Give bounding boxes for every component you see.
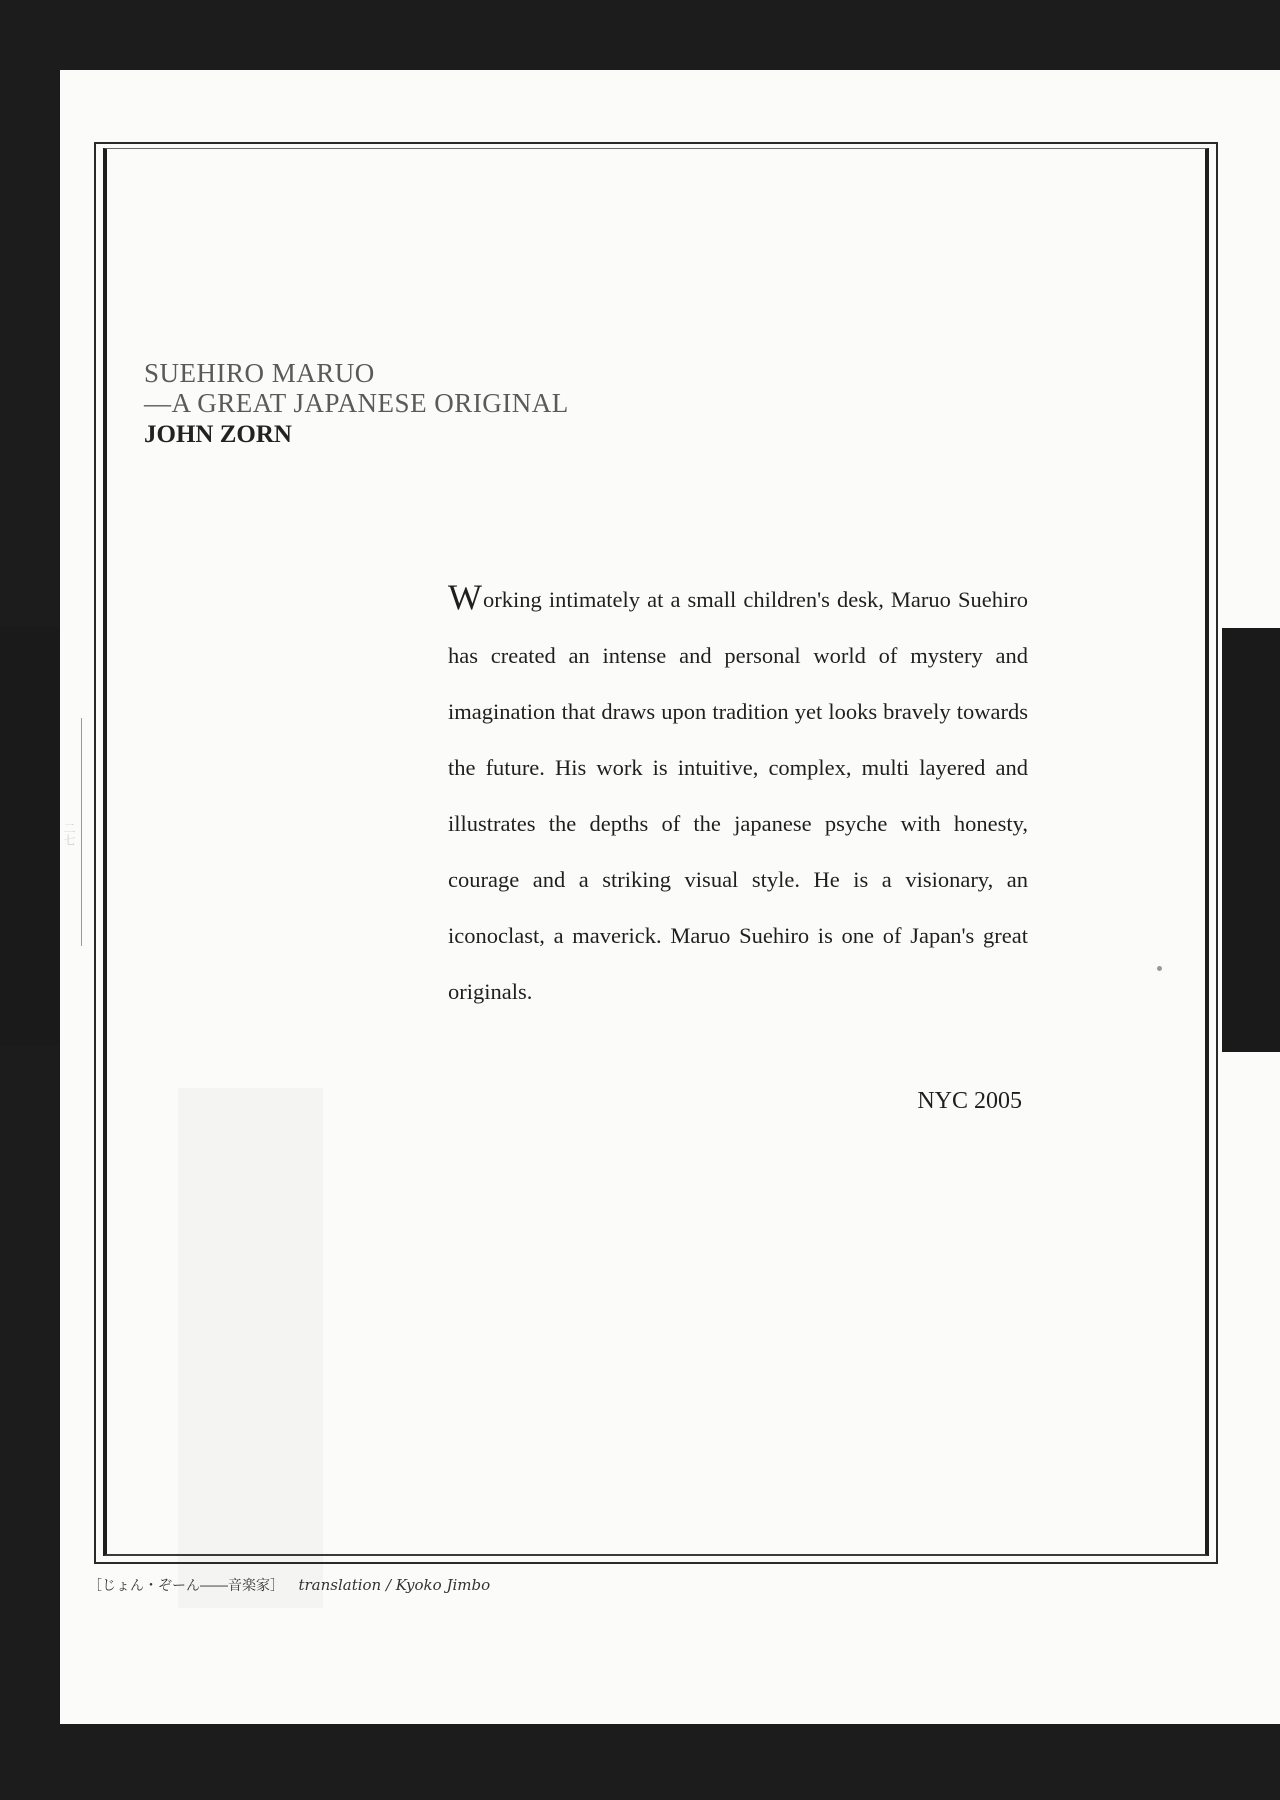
- essay-body: [448, 572, 1028, 1020]
- footer-credit-line: [88, 1575, 490, 1595]
- scan-shadow-left: [0, 626, 60, 1046]
- footer-author-note: ［じょん・ぞーん――音楽家］: [88, 1578, 284, 1594]
- drop-cap: W: [448, 577, 482, 617]
- title-line-1: SUEHIRO MARUO: [144, 358, 375, 388]
- scan-speck: [1157, 966, 1162, 971]
- title-line-2: —A GREAT JAPANESE ORIGINAL: [144, 388, 569, 418]
- article-heading: [144, 358, 569, 450]
- page-number: 二七: [62, 822, 76, 846]
- essay-text: orking intimately at a small children's desk, Maruo Suehiro has created an intense and personal world of mystery and imagination that draws upon tradition yet looks bravely towards the future. His work is intuitive, complex, multi layered and illustrates the depths of the japanese psyche with honesty, courage and a striking visual style. He is a visionary, an iconoclast, a maverick. Maruo Suehiro is one of Japan's great originals.: [448, 587, 1028, 1004]
- translation-credit: translation / Kyoko Jimbo: [298, 1576, 491, 1594]
- signoff-place-date: NYC 2005: [917, 1088, 1022, 1114]
- scan-shadow-right: [1222, 628, 1280, 1052]
- author-name: JOHN ZORN: [144, 421, 292, 448]
